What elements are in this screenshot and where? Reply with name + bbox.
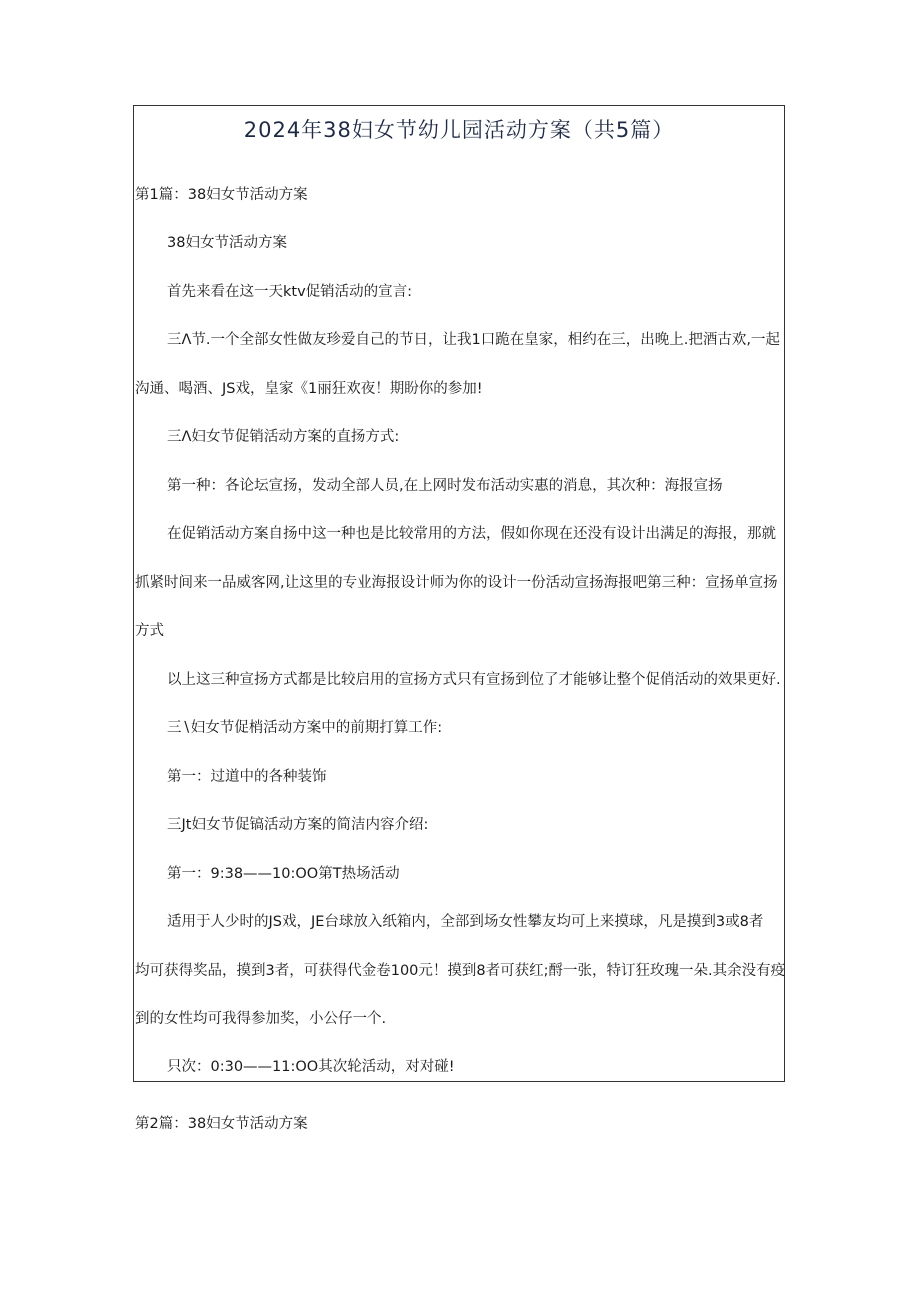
paragraph: 三Λ妇女节促销活动方案的直扬方式: [167,429,400,445]
document-title: 2024年38妇女节幼儿园活动方案（共5篇） [243,118,675,142]
paragraph: 38妇女节活动方案 [167,235,287,251]
paragraph: 第一：过道中的各种装饰 [167,769,327,785]
paragraph: 三∖妇女节促梢活动方案中的前期打算工作: [167,720,443,736]
paragraph: 只次：0:30——11:OO其次轮活动，对对碰! [167,1059,455,1075]
paragraph: 三Λ节.一个全部女性做友珍爱自己的节日，让我1口跪在皇家，相约在三，出晚上.把酒古欢,一起 [167,332,780,348]
paragraph: 第一：9:38——10:OO第T热场活动 [167,866,400,882]
paragraph-continuation: 方式 [135,623,164,639]
paragraph-continuation: 到的女性均可我得参加奖，小公仔一个. [135,1011,387,1027]
paragraph: 第一种：各论坛宣扬，发动全部人员,在上网时发布活动实惠的消息，其次种：海报宣扬 [167,478,723,494]
paragraph: 适用于人少时的JS戏，JE台球放入纸箱内，全部到场女性攀友均可上来摸球，凡是摸到3或8者 [167,914,764,930]
paragraph: 首先来看在这一天ktv促销活动的宣言: [167,284,413,300]
paragraph-continuation: 沟通、喝酒、JS戏，皇家《1丽狂欢夜！期盼你的参加! [135,381,483,397]
chapter-heading: 第2篇：38妇女节活动方案 [135,1116,308,1132]
paragraph: 三Jt妇女节促镐活动方案的简洁内容介绍: [167,817,429,833]
chapter-heading: 第1篇：38妇女节活动方案 [135,187,308,203]
paragraph: 以上这三种宣扬方式都是比较启用的宣扬方式只有宣扬到位了才能够让整个促俏活动的效果更好. [167,672,781,688]
paragraph: 在促销活动方案自扬中这一种也是比较常用的方法，假如你现在还没有设计出满足的海报，那就 [167,526,776,542]
paragraph-continuation: 抓紧时间来一品威客网,让这里的专业海报设计师为你的设计一份活动宣扬海报吧第三种：宣扬单宣扬 [135,575,778,591]
paragraph-continuation: 均可获得奖品，摸到3者，可获得代金卷100元！摸到8者可获红;酹一张，特订狂玫瑰一朵.其余没有疫 [135,963,786,979]
